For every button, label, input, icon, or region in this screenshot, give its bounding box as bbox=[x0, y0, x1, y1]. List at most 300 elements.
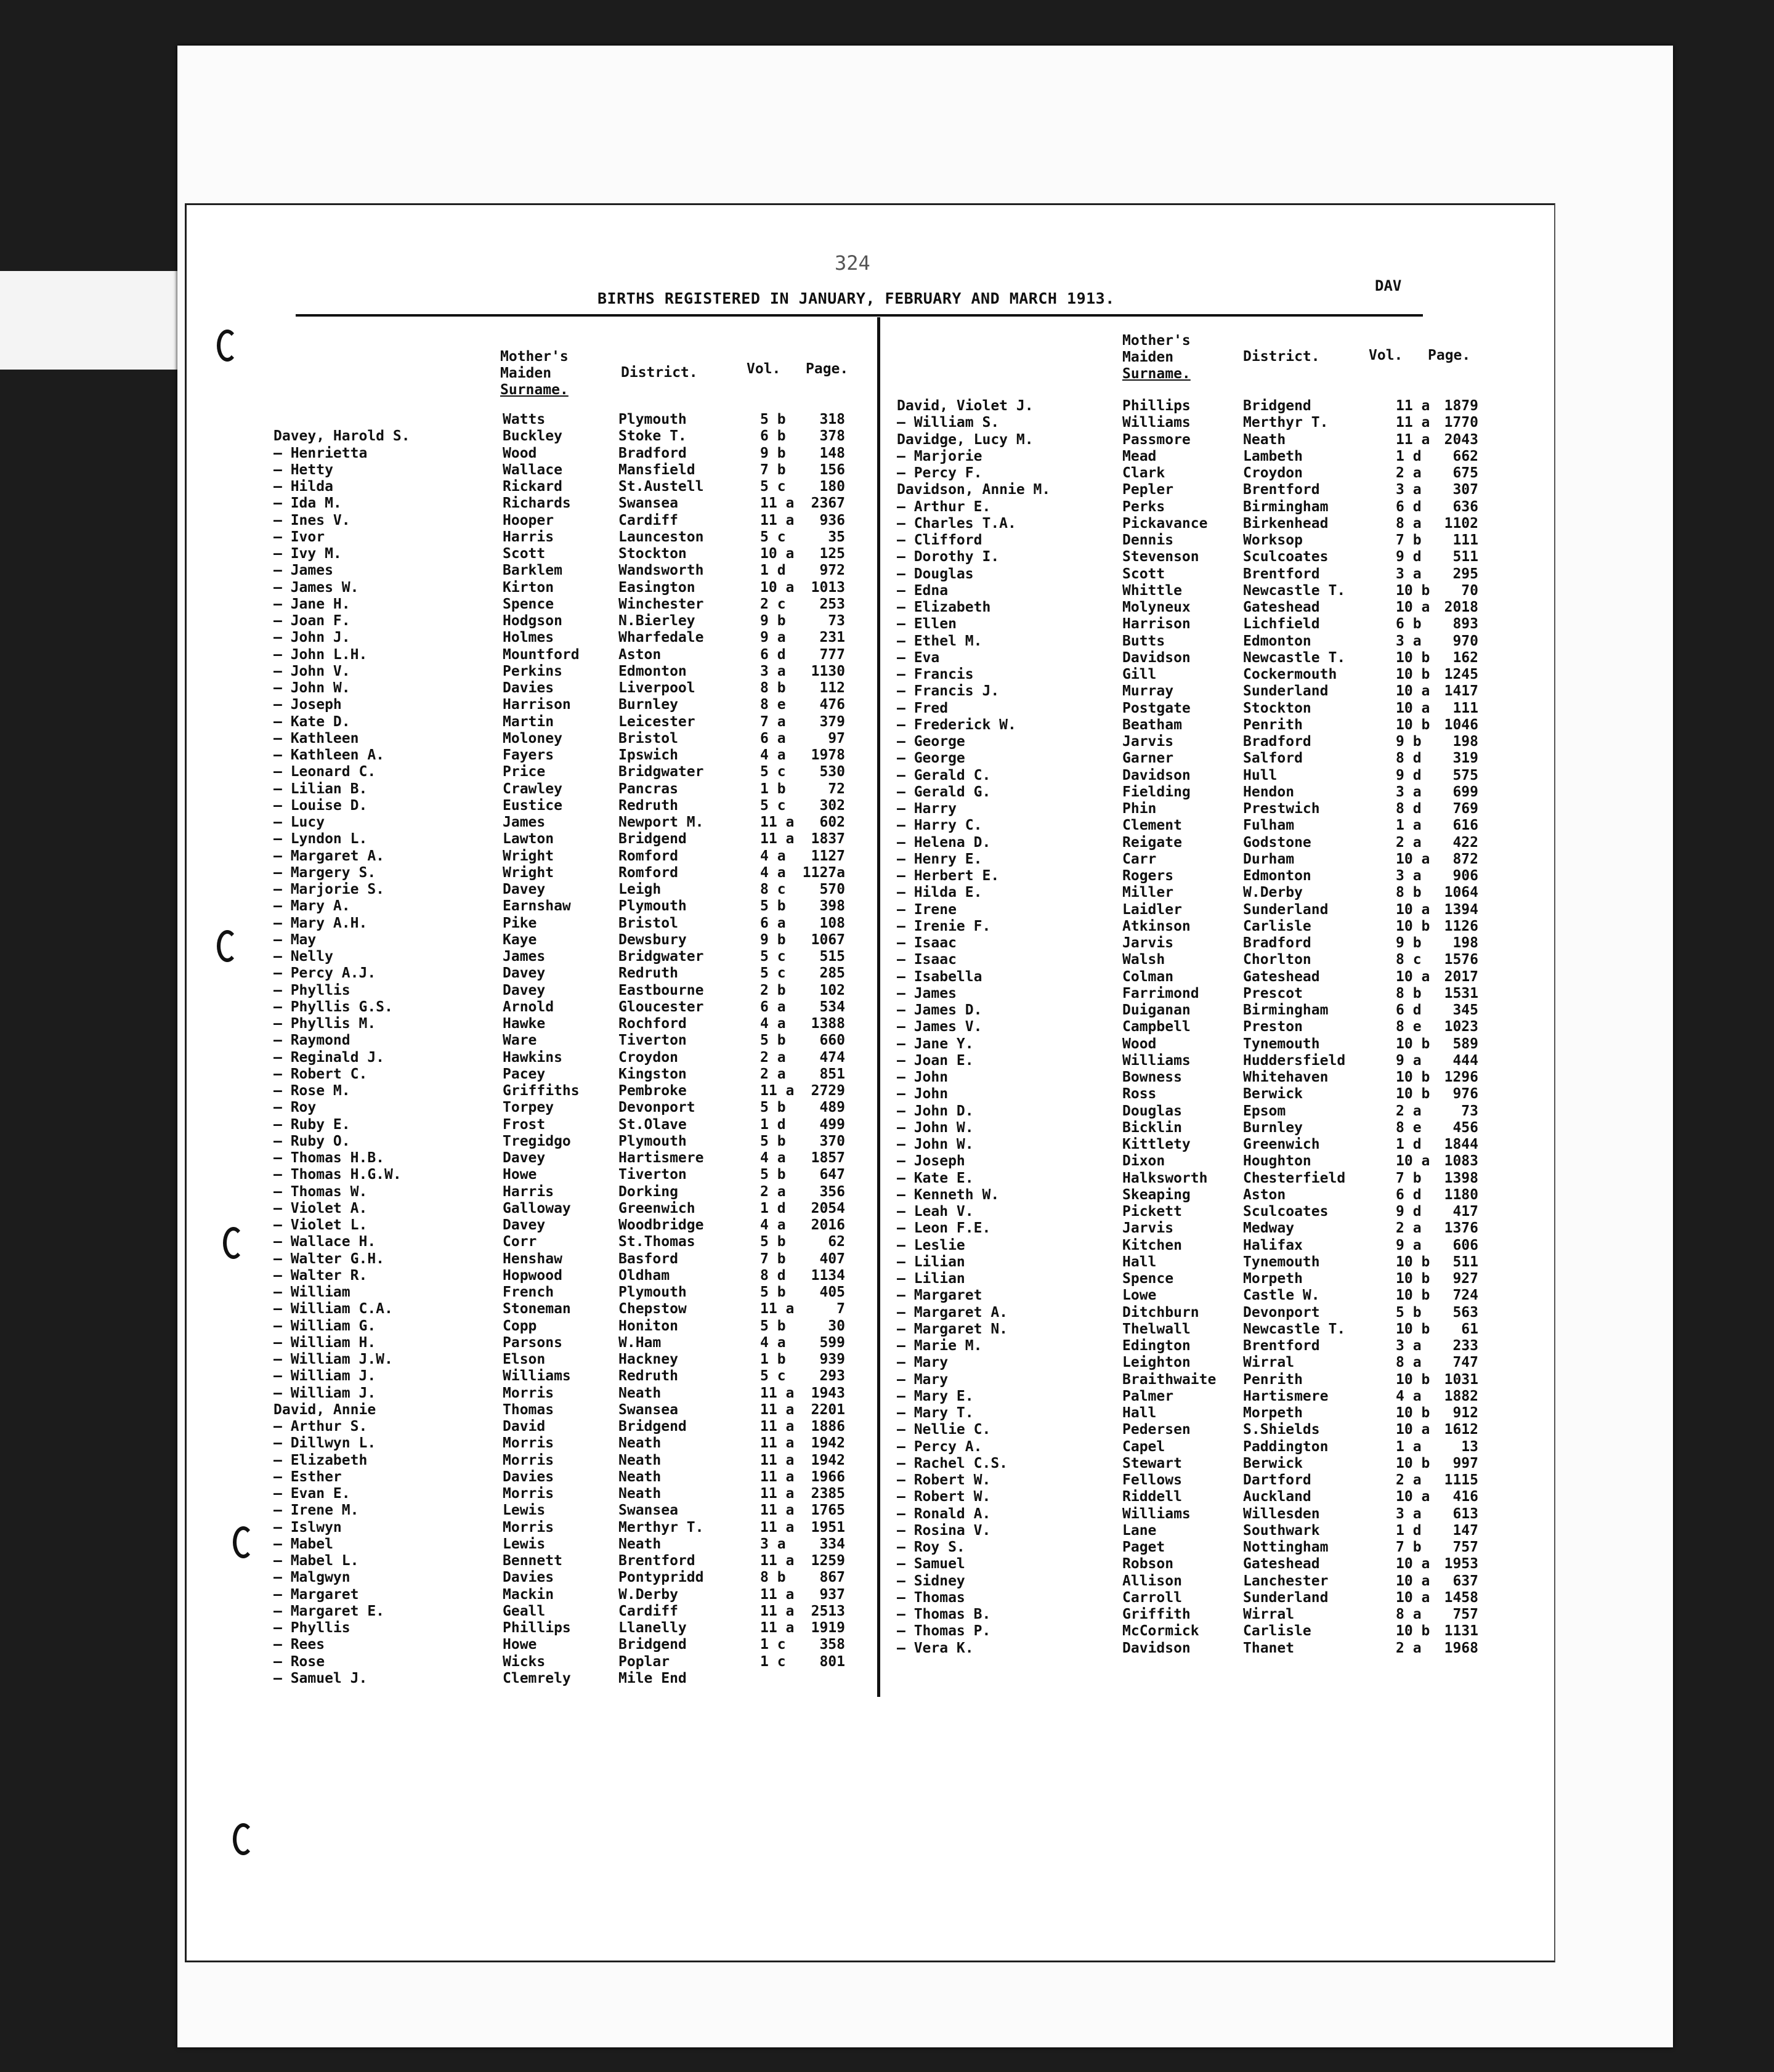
entry-row bbox=[273, 1066, 865, 1083]
entry-row bbox=[897, 868, 1476, 884]
registration-district: Basford bbox=[618, 1250, 678, 1267]
mother-maiden-surname: Lawton bbox=[503, 831, 554, 848]
entry-name: — William bbox=[273, 1284, 350, 1300]
volume-number: 10 a bbox=[1396, 1489, 1430, 1505]
registration-district: Bradford bbox=[618, 445, 687, 461]
registration-district: Tiverton bbox=[618, 1167, 687, 1183]
entry-row bbox=[897, 817, 1476, 834]
mother-maiden-surname: Davey bbox=[503, 1217, 546, 1233]
volume-number: 10 b bbox=[1396, 1371, 1430, 1388]
page-reference: 801 bbox=[819, 1653, 845, 1670]
volume-number: 5 b bbox=[760, 1133, 786, 1149]
volume-number: 10 a bbox=[1396, 1589, 1430, 1606]
mother-maiden-surname: Jarvis bbox=[1122, 1220, 1174, 1237]
registration-district: Godstone bbox=[1243, 834, 1311, 851]
page-reference: 1837 bbox=[811, 831, 845, 848]
entry-name: — Douglas bbox=[897, 565, 974, 582]
entry-name: — Vera K. bbox=[897, 1640, 974, 1656]
volume-number: 7 b bbox=[1396, 532, 1422, 548]
page-reference: 416 bbox=[1452, 1489, 1478, 1505]
registration-district: Stockton bbox=[1243, 700, 1311, 716]
mother-maiden-surname: Phin bbox=[1122, 801, 1157, 817]
mother-maiden-surname: Rogers bbox=[1122, 868, 1174, 884]
volume-number: 8 e bbox=[1396, 1019, 1422, 1035]
entry-name: — John bbox=[897, 1086, 949, 1103]
page-reference: 2043 bbox=[1444, 431, 1478, 448]
volume-number: 9 a bbox=[1396, 1237, 1422, 1253]
registration-district: Bradford bbox=[1243, 935, 1311, 951]
entry-name: — John bbox=[897, 1069, 949, 1085]
mother-maiden-surname: Spence bbox=[503, 596, 554, 612]
entry-row bbox=[273, 1050, 865, 1066]
entry-row bbox=[897, 851, 1476, 868]
punch-hole bbox=[223, 1227, 244, 1259]
page-reference: 405 bbox=[819, 1284, 845, 1300]
mother-maiden-surname: Earnshaw bbox=[503, 898, 571, 915]
volume-number: 11 a bbox=[1396, 415, 1430, 431]
mother-maiden-surname: Martin bbox=[503, 713, 554, 730]
mother-maiden-surname: Murray bbox=[1122, 683, 1174, 700]
volume-number: 10 a bbox=[1396, 1153, 1430, 1170]
registration-district: Birmingham bbox=[1243, 1002, 1329, 1018]
entry-row bbox=[897, 1623, 1476, 1640]
mother-maiden-surname: Wood bbox=[1122, 1035, 1157, 1052]
volume-number: 10 a bbox=[1396, 1422, 1430, 1438]
volume-number: 4 a bbox=[760, 1150, 786, 1166]
entry-row bbox=[273, 479, 865, 495]
registration-district: Bridgend bbox=[1243, 398, 1311, 414]
page-reference: 1857 bbox=[811, 1150, 845, 1166]
page-reference: 602 bbox=[819, 814, 845, 830]
registration-district: Salford bbox=[1243, 750, 1303, 767]
entry-row bbox=[897, 1640, 1476, 1657]
entry-row bbox=[897, 1405, 1476, 1422]
entry-name: — Robert W. bbox=[897, 1489, 991, 1505]
entry-row bbox=[273, 1418, 865, 1435]
entry-row bbox=[897, 1086, 1476, 1103]
mother-maiden-surname: Elson bbox=[503, 1351, 546, 1367]
registration-district: Eastbourne bbox=[618, 982, 704, 998]
entry-row bbox=[273, 428, 865, 445]
page-reference: 198 bbox=[1452, 935, 1478, 951]
entry-name: — William C.A. bbox=[273, 1301, 393, 1317]
volume-number: 11 a bbox=[760, 1418, 795, 1435]
mother-maiden-surname: Price bbox=[503, 764, 546, 780]
mother-maiden-surname: Wright bbox=[503, 864, 554, 881]
entry-name: — Hilda E. bbox=[897, 884, 982, 901]
mother-maiden-surname: Henshaw bbox=[503, 1250, 562, 1267]
mother-maiden-surname: Watts bbox=[503, 411, 546, 427]
page-reference: 319 bbox=[1452, 750, 1478, 767]
page-reference: 102 bbox=[819, 982, 845, 998]
entry-row bbox=[273, 1368, 865, 1385]
entry-name: — Dorothy I. bbox=[897, 549, 1000, 565]
mother-maiden-surname: McCormick bbox=[1122, 1623, 1199, 1640]
mother-maiden-surname: James bbox=[503, 949, 546, 965]
entry-name: — George bbox=[897, 734, 965, 750]
mother-heading-left: Mother's Maiden Surname. bbox=[500, 349, 569, 398]
page-reference: 1102 bbox=[1444, 515, 1478, 532]
mother-maiden-surname: Kaye bbox=[503, 931, 537, 948]
entry-row bbox=[897, 683, 1476, 700]
page-reference: 2513 bbox=[811, 1603, 845, 1619]
mother-maiden-surname: Edington bbox=[1122, 1338, 1191, 1354]
page-reference: 162 bbox=[1452, 649, 1478, 666]
mother-maiden-surname: Davies bbox=[503, 680, 554, 696]
registration-district: Poplar bbox=[618, 1653, 670, 1670]
entry-name: — Rosina V. bbox=[897, 1522, 991, 1539]
volume-number: 8 e bbox=[1396, 1119, 1422, 1136]
entry-name: — Louise D. bbox=[273, 797, 368, 814]
district-heading-left: District. bbox=[621, 365, 698, 381]
volume-number: 11 a bbox=[760, 1502, 795, 1519]
page-reference: 563 bbox=[1452, 1304, 1478, 1321]
mother-maiden-surname: Wright bbox=[503, 848, 554, 864]
mother-maiden-surname: Wicks bbox=[503, 1653, 546, 1670]
volume-number: 7 b bbox=[1396, 1539, 1422, 1555]
mother-maiden-surname: Mackin bbox=[503, 1586, 554, 1603]
mother-maiden-surname: Allison bbox=[1122, 1572, 1182, 1589]
volume-number: 7 b bbox=[1396, 1170, 1422, 1186]
entry-row bbox=[273, 848, 865, 865]
page-reference: 147 bbox=[1452, 1522, 1478, 1539]
entry-row bbox=[897, 1254, 1476, 1271]
volume-number: 6 d bbox=[760, 646, 786, 663]
page-reference: 1245 bbox=[1444, 666, 1478, 682]
registration-district: Prescot bbox=[1243, 985, 1303, 1002]
page-reference: 35 bbox=[828, 528, 845, 545]
mother-maiden-surname: Ross bbox=[1122, 1086, 1157, 1103]
registration-district: Plymouth bbox=[618, 898, 687, 915]
registration-district: Whitehaven bbox=[1243, 1069, 1329, 1085]
volume-number: 11 a bbox=[760, 1385, 795, 1401]
registration-district: Hull bbox=[1243, 767, 1278, 783]
volume-number: 10 b bbox=[1396, 1287, 1430, 1304]
volume-number: 7 b bbox=[760, 461, 786, 478]
entry-row bbox=[897, 1120, 1476, 1136]
entry-name: — John D. bbox=[897, 1103, 974, 1119]
entry-row bbox=[897, 884, 1476, 901]
entry-name: — Thomas W. bbox=[273, 1183, 368, 1200]
page-reference: 976 bbox=[1452, 1086, 1478, 1103]
page-reference: 1919 bbox=[811, 1620, 845, 1636]
entry-name: — Kate D. bbox=[273, 713, 350, 730]
entry-name: — Gerald G. bbox=[897, 783, 991, 800]
entry-row bbox=[273, 1167, 865, 1183]
volume-number: 11 a bbox=[760, 495, 795, 512]
registration-district: Neath bbox=[618, 1468, 662, 1485]
page-reference: 912 bbox=[1452, 1405, 1478, 1421]
entry-name: — Margaret bbox=[273, 1586, 359, 1603]
entry-name: — May bbox=[273, 931, 317, 948]
entry-row bbox=[897, 1036, 1476, 1053]
registration-district: Plymouth bbox=[618, 1284, 687, 1300]
page-reference: 1127a bbox=[802, 864, 845, 881]
mother-maiden-surname: Perkins bbox=[503, 663, 562, 679]
page-reference: 111 bbox=[1452, 532, 1478, 548]
registration-district: Edmonton bbox=[618, 663, 687, 679]
entry-name: — Elizabeth bbox=[897, 599, 991, 615]
entry-row bbox=[897, 767, 1476, 784]
page-reference: 647 bbox=[819, 1167, 845, 1183]
volume-number: 10 a bbox=[1396, 1572, 1430, 1589]
entry-name: — Margery S. bbox=[273, 864, 376, 881]
page-reference: 285 bbox=[819, 965, 845, 982]
volume-number: 4 a bbox=[760, 848, 786, 864]
registration-district: Tynemouth bbox=[1243, 1253, 1320, 1270]
mother-maiden-surname: Stewart bbox=[1122, 1455, 1182, 1471]
entry-name: — Ivor bbox=[273, 528, 325, 545]
page-reference: 13 bbox=[1461, 1438, 1478, 1455]
entry-name: — William J. bbox=[273, 1368, 376, 1385]
mother-maiden-surname: Carr bbox=[1122, 851, 1157, 867]
registration-district: Epsom bbox=[1243, 1103, 1286, 1119]
mother-maiden-surname: Rickard bbox=[503, 479, 562, 495]
registration-district: Bristol bbox=[618, 730, 678, 747]
entry-row bbox=[273, 1150, 865, 1167]
entry-name: — Mary bbox=[897, 1354, 949, 1371]
entry-row bbox=[897, 650, 1476, 666]
registration-district: Sunderland bbox=[1243, 901, 1329, 918]
entry-row bbox=[273, 580, 865, 596]
volume-number: 5 b bbox=[760, 1284, 786, 1300]
page-heading-left: Page. bbox=[806, 361, 849, 377]
registration-district: Penrith bbox=[1243, 1371, 1303, 1388]
entry-name: — Sidney bbox=[897, 1572, 965, 1589]
entry-row bbox=[273, 1251, 865, 1268]
volume-number: 8 e bbox=[760, 697, 786, 713]
page-reference: 2017 bbox=[1444, 968, 1478, 985]
entry-row bbox=[897, 599, 1476, 616]
registration-district: Neath bbox=[618, 1536, 662, 1552]
volume-number: 7 b bbox=[760, 1250, 786, 1267]
volume-number: 5 c bbox=[760, 764, 786, 780]
mother-maiden-surname: Harris bbox=[503, 1183, 554, 1200]
punch-hole bbox=[233, 1526, 254, 1558]
entry-name: — Jane H. bbox=[273, 596, 350, 612]
page-reference: 1126 bbox=[1444, 918, 1478, 934]
page-reference: 1978 bbox=[811, 747, 845, 763]
entry-row bbox=[897, 1002, 1476, 1019]
entry-name: — Mary T. bbox=[897, 1405, 974, 1421]
entry-row bbox=[897, 1305, 1476, 1321]
mother-maiden-surname: Perks bbox=[1122, 498, 1165, 515]
page-reference: 1612 bbox=[1444, 1422, 1478, 1438]
entry-name: — Francis J. bbox=[897, 683, 1000, 700]
entry-row bbox=[897, 465, 1476, 482]
registration-district: St.Olave bbox=[618, 1116, 687, 1133]
volume-number: 4 a bbox=[760, 1217, 786, 1233]
entry-row bbox=[897, 700, 1476, 717]
mother-maiden-surname: Galloway bbox=[503, 1200, 571, 1216]
entry-name: David, Violet J. bbox=[897, 398, 1034, 414]
entry-name: — Percy A.J. bbox=[273, 965, 376, 982]
mother-maiden-surname: Stoneman bbox=[503, 1301, 571, 1317]
page-reference: 530 bbox=[819, 764, 845, 780]
registration-district: Halifax bbox=[1243, 1237, 1303, 1253]
registration-district: Gloucester bbox=[618, 998, 704, 1015]
entry-row bbox=[273, 1536, 865, 1553]
page-reference: 111 bbox=[1452, 700, 1478, 716]
entry-name: — Malgwyn bbox=[273, 1569, 350, 1586]
entry-row bbox=[897, 1338, 1476, 1354]
entry-name: — Mabel L. bbox=[273, 1553, 359, 1569]
entry-name: — Joseph bbox=[273, 697, 342, 713]
registration-district: Cockermouth bbox=[1243, 666, 1337, 682]
mother-maiden-surname: Davey bbox=[503, 982, 546, 998]
mother-maiden-surname: Fielding bbox=[1122, 783, 1191, 800]
volume-number: 3 a bbox=[1396, 1505, 1422, 1522]
volume-number: 6 a bbox=[760, 730, 786, 747]
entry-row bbox=[897, 1019, 1476, 1035]
entry-name: — Nellie C. bbox=[897, 1422, 991, 1438]
volume-number: 5 c bbox=[760, 797, 786, 814]
registration-district: Dewsbury bbox=[618, 931, 687, 948]
surname-prefix: DAV bbox=[1375, 277, 1402, 294]
registration-district: Plymouth bbox=[618, 1133, 687, 1149]
mother-maiden-surname: Thomas bbox=[503, 1401, 554, 1418]
volume-number: 2 a bbox=[1396, 1220, 1422, 1237]
volume-number: 11 a bbox=[760, 814, 795, 830]
volume-number: 10 a bbox=[1396, 683, 1430, 700]
volume-number: 2 b bbox=[760, 982, 786, 998]
entry-name: — Samuel J. bbox=[273, 1670, 368, 1686]
entry-row bbox=[897, 666, 1476, 683]
entry-name: — Kate E. bbox=[897, 1170, 974, 1186]
volume-number: 5 c bbox=[760, 479, 786, 495]
page-reference: 1013 bbox=[811, 579, 845, 596]
registration-district: Romford bbox=[618, 848, 678, 864]
registration-district: W.Ham bbox=[618, 1334, 662, 1351]
page-reference: 613 bbox=[1452, 1505, 1478, 1522]
entry-name: — John W. bbox=[897, 1119, 974, 1136]
entry-name: — Ethel M. bbox=[897, 633, 982, 649]
volume-number: 10 b bbox=[1396, 666, 1430, 682]
entry-name: — Thomas bbox=[897, 1589, 965, 1606]
entry-name: — Mary bbox=[897, 1371, 949, 1388]
page-reference: 476 bbox=[819, 697, 845, 713]
mother-maiden-surname: Hodgson bbox=[503, 613, 562, 629]
entry-name: — Jane Y. bbox=[897, 1035, 974, 1052]
mother-maiden-surname: Griffith bbox=[1122, 1606, 1191, 1622]
mother-maiden-surname: Howe bbox=[503, 1167, 537, 1183]
volume-number: 10 b bbox=[1396, 1405, 1430, 1421]
page-reference: 1394 bbox=[1444, 901, 1478, 918]
entry-name: — Thomas B. bbox=[897, 1606, 991, 1622]
mother-maiden-surname: Skeaping bbox=[1122, 1186, 1191, 1203]
volume-number: 4 a bbox=[760, 864, 786, 881]
registration-district: Willesden bbox=[1243, 1505, 1320, 1522]
entry-name: — Irene M. bbox=[273, 1502, 359, 1519]
page-reference: 345 bbox=[1452, 1002, 1478, 1018]
page-reference: 1046 bbox=[1444, 716, 1478, 733]
page-reference: 125 bbox=[819, 546, 845, 562]
registration-district: Swansea bbox=[618, 495, 678, 512]
page-reference: 2201 bbox=[811, 1401, 845, 1418]
entry-row bbox=[897, 1539, 1476, 1556]
registration-district: Launceston bbox=[618, 528, 704, 545]
registration-district: Tynemouth bbox=[1243, 1035, 1320, 1052]
mother-maiden-surname: Harris bbox=[503, 528, 554, 545]
entry-row bbox=[273, 613, 865, 629]
volume-number: 11 a bbox=[1396, 431, 1430, 448]
registration-district: Honiton bbox=[618, 1317, 678, 1334]
registration-district: Chesterfield bbox=[1243, 1170, 1346, 1186]
entry-name: — John W. bbox=[273, 680, 350, 696]
entry-row bbox=[273, 1234, 865, 1250]
registration-district: Ipswich bbox=[618, 747, 678, 763]
registration-district: Carlisle bbox=[1243, 918, 1311, 934]
page-reference: 1968 bbox=[1444, 1640, 1478, 1656]
registration-district: Dartford bbox=[1243, 1472, 1311, 1488]
punch-hole bbox=[217, 330, 238, 362]
registration-district: Chorlton bbox=[1243, 952, 1311, 968]
entry-name: — Violet L. bbox=[273, 1217, 368, 1233]
registration-district: Leigh bbox=[618, 881, 662, 897]
registration-district: S.Shields bbox=[1243, 1422, 1320, 1438]
entry-name: — Elizabeth bbox=[273, 1452, 368, 1468]
mother-maiden-surname: Campbell bbox=[1122, 1019, 1191, 1035]
page-reference: 302 bbox=[819, 797, 845, 814]
registration-district: Stoke T. bbox=[618, 428, 687, 445]
district-heading-right: District. bbox=[1243, 349, 1320, 365]
page-reference: 1943 bbox=[811, 1385, 845, 1401]
page-reference: 108 bbox=[819, 915, 845, 931]
page-reference: 511 bbox=[1452, 1253, 1478, 1270]
entry-row bbox=[273, 781, 865, 798]
mother-maiden-surname: Ditchburn bbox=[1122, 1304, 1199, 1321]
page-reference: 893 bbox=[1452, 616, 1478, 633]
entry-row bbox=[273, 1133, 865, 1150]
entry-row bbox=[273, 629, 865, 646]
entry-name: — Lilian bbox=[897, 1253, 965, 1270]
page-reference: 1879 bbox=[1444, 398, 1478, 414]
volume-number: 10 b bbox=[1396, 1271, 1430, 1287]
page-reference: 7 bbox=[836, 1301, 845, 1317]
registration-district: Mansfield bbox=[618, 461, 695, 478]
mother-maiden-surname: Kittlety bbox=[1122, 1136, 1191, 1152]
volume-number: 2 a bbox=[760, 1183, 786, 1200]
entry-name: — Robert W. bbox=[897, 1472, 991, 1488]
entry-row bbox=[897, 1556, 1476, 1572]
registration-district: Sculcoates bbox=[1243, 1204, 1329, 1220]
entry-row bbox=[273, 730, 865, 747]
entry-name: — Arthur S. bbox=[273, 1418, 368, 1435]
volume-number: 10 a bbox=[1396, 1556, 1430, 1572]
page-reference: 867 bbox=[819, 1569, 845, 1586]
registration-district: Fulham bbox=[1243, 817, 1295, 834]
mother-maiden-surname: Harrison bbox=[503, 697, 571, 713]
volume-number: 3 a bbox=[760, 663, 786, 679]
page-reference: 231 bbox=[819, 629, 845, 646]
column-divider bbox=[877, 317, 880, 1697]
mother-maiden-surname: Williams bbox=[503, 1368, 571, 1385]
entry-name: — Percy A. bbox=[897, 1438, 982, 1455]
registration-district: Aston bbox=[1243, 1186, 1286, 1203]
volume-number: 2 a bbox=[1396, 1472, 1422, 1488]
volume-number: 5 b bbox=[760, 1167, 786, 1183]
entry-row bbox=[273, 764, 865, 780]
entry-name: — Edna bbox=[897, 582, 949, 599]
registration-district: Mile End bbox=[618, 1670, 687, 1686]
entry-row bbox=[273, 1637, 865, 1653]
entry-name: — Herbert E. bbox=[897, 868, 1000, 884]
entry-row bbox=[897, 448, 1476, 465]
entry-row bbox=[273, 1385, 865, 1402]
entry-name: — Ronald A. bbox=[897, 1505, 991, 1522]
registration-district: Brentford bbox=[1243, 482, 1320, 498]
registration-district: Lichfield bbox=[1243, 616, 1320, 633]
